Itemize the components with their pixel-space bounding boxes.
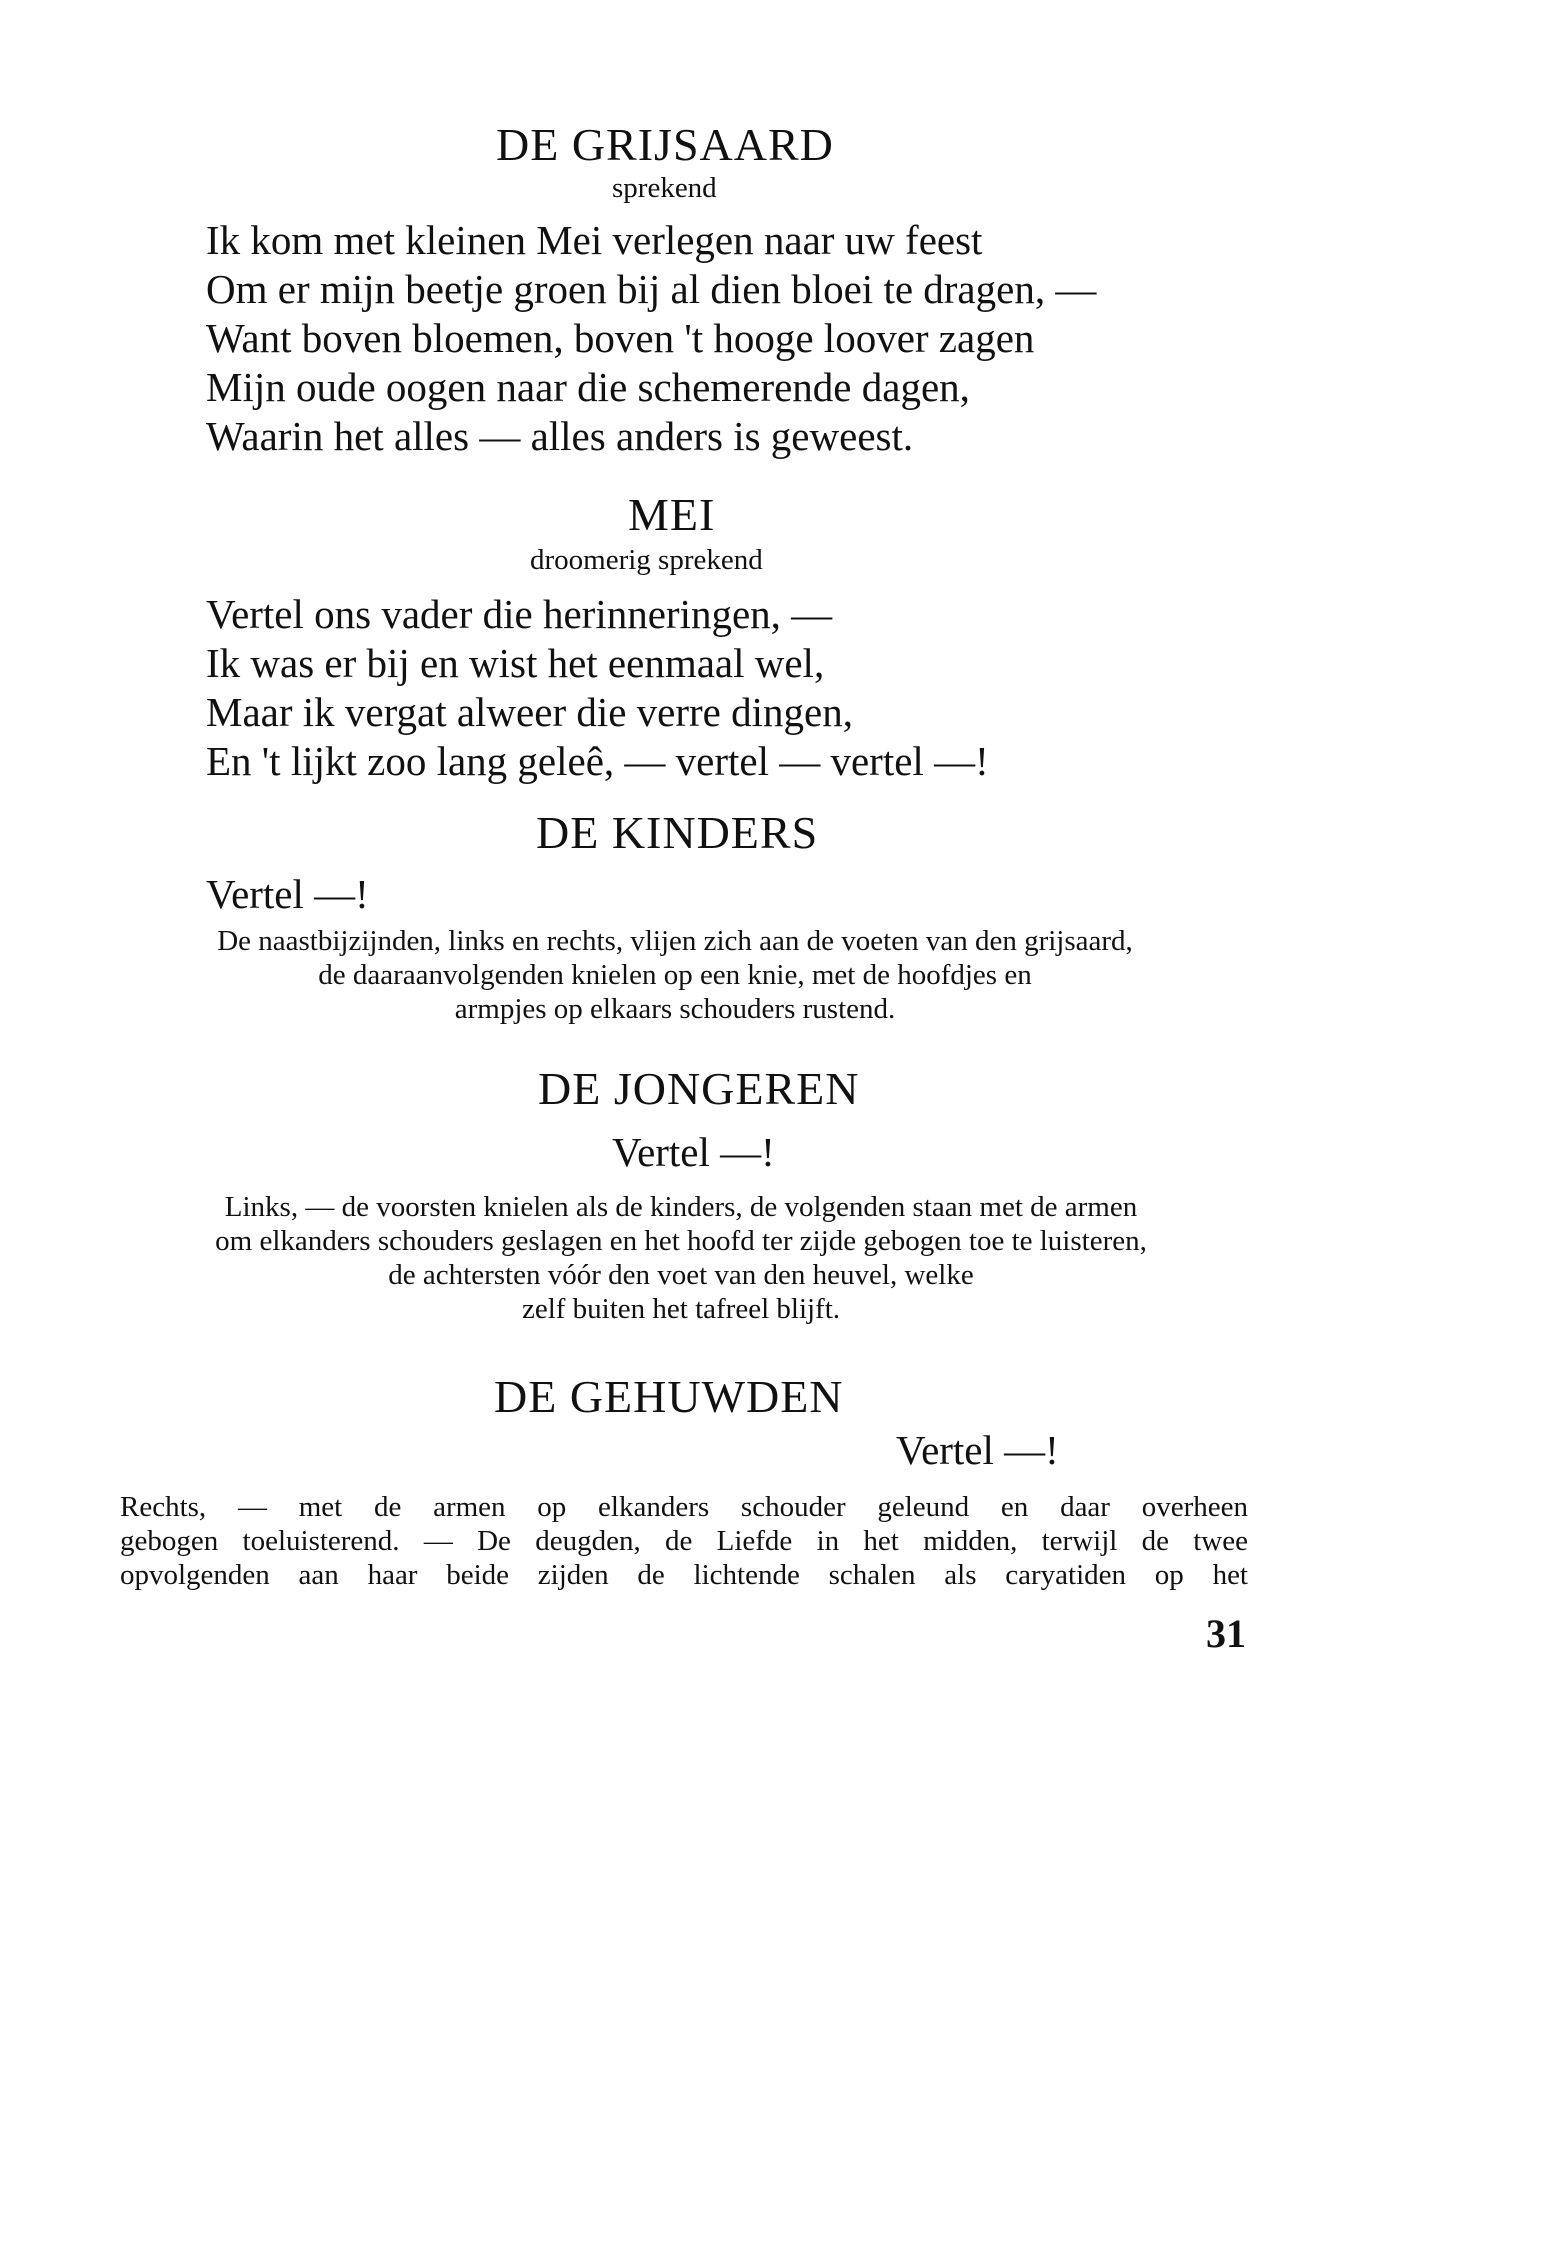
verse-line: En 't lijkt zoo lang geleê, — vertel — vertel —! xyxy=(206,738,989,784)
stage-line: armpjes op elkaars schouders rustend. xyxy=(454,993,896,1025)
verse-line: Ik kom met kleinen Mei verlegen naar uw feest xyxy=(206,217,983,263)
verse-grijsaard xyxy=(206,216,1096,461)
stage-line: de achtersten vóór den voet van den heuvel, welke xyxy=(388,1259,974,1291)
stage-line: De naastbijzijnden, links en rechts, vlijen zich aan de voeten van den grijsaard, xyxy=(217,925,1133,957)
stage-direction-mei: droomerig sprekend xyxy=(530,544,763,576)
verse-line: Ik was er bij en wist het eenmaal wel, xyxy=(206,640,825,686)
speaker-heading-grijsaard: DE GRIJSAARD xyxy=(496,119,834,170)
verse-line: Vertel ons vader die herinneringen, — xyxy=(206,591,833,637)
verse-line: Om er mijn beetje groen bij al dien bloei te dragen, — xyxy=(206,266,1097,312)
stage-direction-kinders xyxy=(110,924,1240,1026)
stage-line: gebogen toeluisterend. — De deugden, de Liefde in het midden, terwijl de twee xyxy=(120,1525,1248,1557)
speaker-heading-jongeren: DE JONGEREN xyxy=(538,1063,860,1114)
stage-direction-jongeren xyxy=(116,1190,1246,1326)
verse-mei xyxy=(206,590,989,786)
verse-line: Waarin het alles — alles anders is geweest. xyxy=(206,413,914,459)
stage-line: zelf buiten het tafreel blijft. xyxy=(521,1293,841,1325)
stage-direction-grijsaard: sprekend xyxy=(612,172,717,204)
verse-line: Maar ik vergat alweer die verre dingen, xyxy=(206,689,853,735)
page-number: 31 xyxy=(1206,1611,1246,1656)
stage-direction-gehuwden xyxy=(120,1490,1248,1592)
stage-line: om elkanders schouders geslagen en het hoofd ter zijde gebogen toe te luisteren, xyxy=(215,1225,1147,1257)
stage-line: opvolgenden aan haar beide zijden de lichtende schalen als caryatiden op het xyxy=(120,1559,1248,1591)
speaker-heading-mei: MEI xyxy=(628,489,716,540)
stage-line: Rechts, — met de armen op elkanders schouder geleund en daar overheen xyxy=(120,1491,1248,1523)
stage-line: de daaraanvolgenden knielen op een knie, met de hoofdjes en xyxy=(318,959,1032,991)
verse-line: Mijn oude oogen naar die schemerende dagen, xyxy=(206,364,970,410)
verse-kinders: Vertel —! xyxy=(206,871,369,917)
verse-jongeren: Vertel —! xyxy=(612,1129,775,1175)
speaker-heading-gehuwden: DE GEHUWDEN xyxy=(494,1371,844,1422)
verse-line: Want boven bloemen, boven 't hooge loover zagen xyxy=(206,315,1035,361)
stage-line: Links, — de voorsten knielen als de kinders, de volgenden staan met de armen xyxy=(224,1191,1138,1223)
speaker-heading-kinders: DE KINDERS xyxy=(536,807,819,858)
verse-gehuwden: Vertel —! xyxy=(896,1427,1059,1473)
